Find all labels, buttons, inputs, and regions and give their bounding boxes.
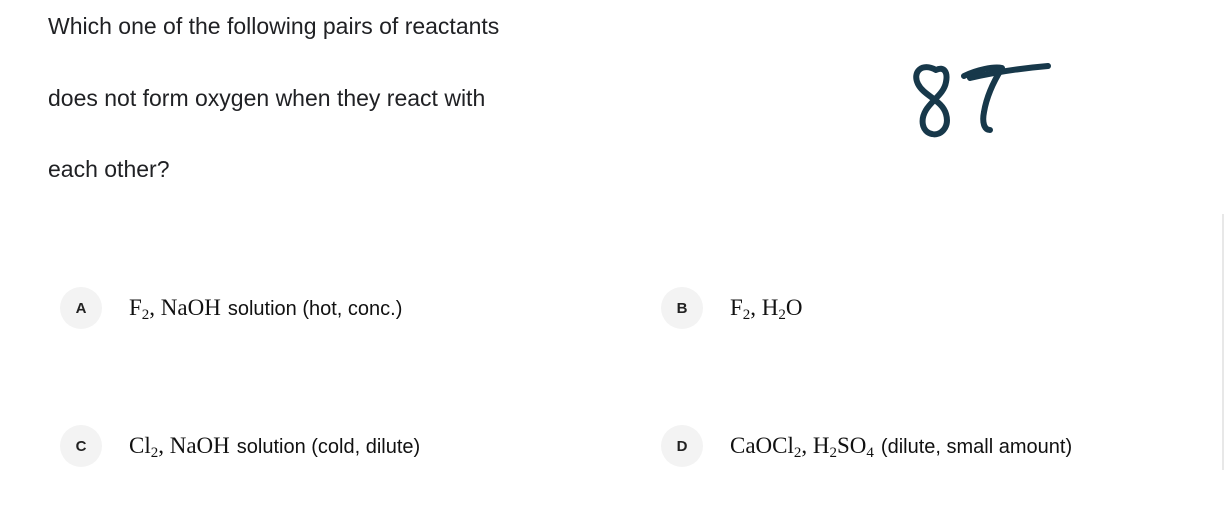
option-d-description: (dilute, small amount) <box>880 436 1073 458</box>
option-a[interactable] <box>60 287 402 329</box>
option-b[interactable] <box>661 287 803 329</box>
option-a-badge: A <box>60 287 102 329</box>
option-c-badge: C <box>60 425 102 467</box>
option-c-formula: $Cl_2$, NaOH <box>129 433 230 461</box>
option-c[interactable] <box>60 425 420 467</box>
handwritten-annotation <box>906 48 1056 144</box>
option-a-description: solution (hot, conc.) <box>227 298 403 320</box>
option-d[interactable] <box>661 425 1072 467</box>
option-b-formula: $F_2$, $H_2O$ <box>730 295 803 323</box>
option-c-text <box>129 433 420 459</box>
question-text-line-1: Which one of the following pairs of reactants <box>48 13 500 39</box>
option-b-text <box>730 295 803 321</box>
question-text-line-3: each other? <box>48 156 170 182</box>
option-d-formula: CaOCl$_2$, $H_2SO_4$ <box>730 433 874 461</box>
option-c-description: solution (cold, dilute) <box>236 436 421 458</box>
option-a-text <box>129 295 402 321</box>
question-text-line-2: does not form oxygen when they react with <box>48 85 486 111</box>
option-b-badge: B <box>661 287 703 329</box>
option-d-text <box>730 433 1072 459</box>
option-a-formula: $F_2$, NaOH <box>129 295 221 323</box>
option-d-badge: D <box>661 425 703 467</box>
